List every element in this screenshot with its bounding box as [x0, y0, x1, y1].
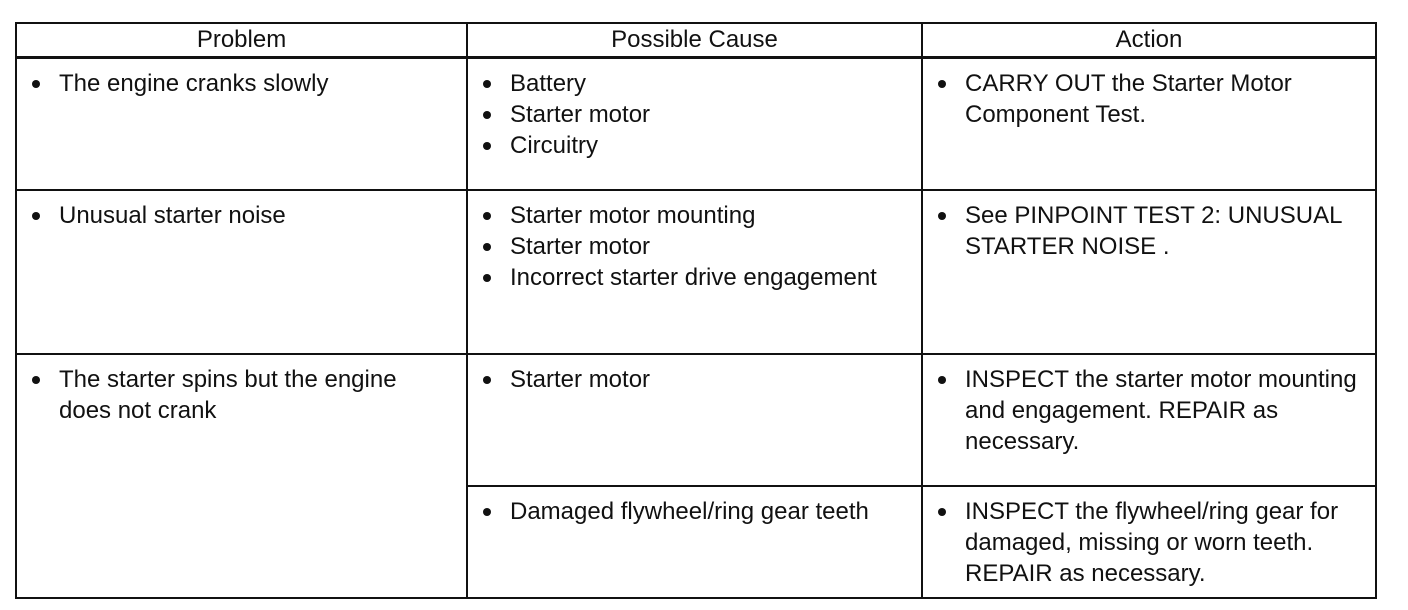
- table-row: [16, 354, 1376, 486]
- problem-list: [17, 59, 466, 99]
- cause-cell: [467, 58, 922, 191]
- action-list: [923, 191, 1375, 262]
- problem-item: Unusual starter noise: [17, 200, 454, 231]
- action-cell: [922, 190, 1376, 354]
- cause-list: [468, 355, 921, 395]
- action-list: [923, 59, 1375, 130]
- cause-list: [468, 487, 921, 527]
- problem-list: [17, 355, 466, 426]
- table-row: [16, 58, 1376, 191]
- cause-item: Starter motor: [468, 99, 909, 130]
- header-possible-cause: Possible Cause: [467, 23, 922, 58]
- action-cell: [922, 486, 1376, 598]
- header-row: [16, 23, 1376, 58]
- problem-cell: [16, 354, 467, 598]
- table-row: [16, 190, 1376, 354]
- problem-list: [17, 191, 466, 231]
- cause-item: Starter motor mounting: [468, 200, 909, 231]
- cause-item: Starter motor: [468, 364, 909, 395]
- cause-cell: [467, 190, 922, 354]
- problem-item: The engine cranks slowly: [17, 68, 454, 99]
- action-item: See PINPOINT TEST 2: UNUSUAL STARTER NOISE .: [923, 200, 1363, 262]
- cause-list: [468, 191, 921, 293]
- cause-list: [468, 59, 921, 161]
- action-list: [923, 355, 1375, 457]
- cause-cell: [467, 486, 922, 598]
- cause-cell: [467, 354, 922, 486]
- problem-cell: [16, 190, 467, 354]
- problem-item: The starter spins but the engine does not crank: [17, 364, 454, 426]
- action-item: INSPECT the starter motor mounting and engagement. REPAIR as necessary.: [923, 364, 1363, 457]
- cause-item: Circuitry: [468, 130, 909, 161]
- header-problem: Problem: [16, 23, 467, 58]
- action-cell: [922, 58, 1376, 191]
- cause-item: Battery: [468, 68, 909, 99]
- cause-item: Starter motor: [468, 231, 909, 262]
- action-item: INSPECT the flywheel/ring gear for damaged, missing or worn teeth. REPAIR as necessary.: [923, 496, 1363, 589]
- action-cell: [922, 354, 1376, 486]
- diagnosis-table: [15, 22, 1377, 599]
- header-action: Action: [922, 23, 1376, 58]
- action-item: CARRY OUT the Starter Motor Component Test.: [923, 68, 1363, 130]
- action-list: [923, 487, 1375, 589]
- cause-item: Incorrect starter drive engagement: [468, 262, 909, 293]
- problem-cell: [16, 58, 467, 191]
- cause-item: Damaged flywheel/ring gear teeth: [468, 496, 909, 527]
